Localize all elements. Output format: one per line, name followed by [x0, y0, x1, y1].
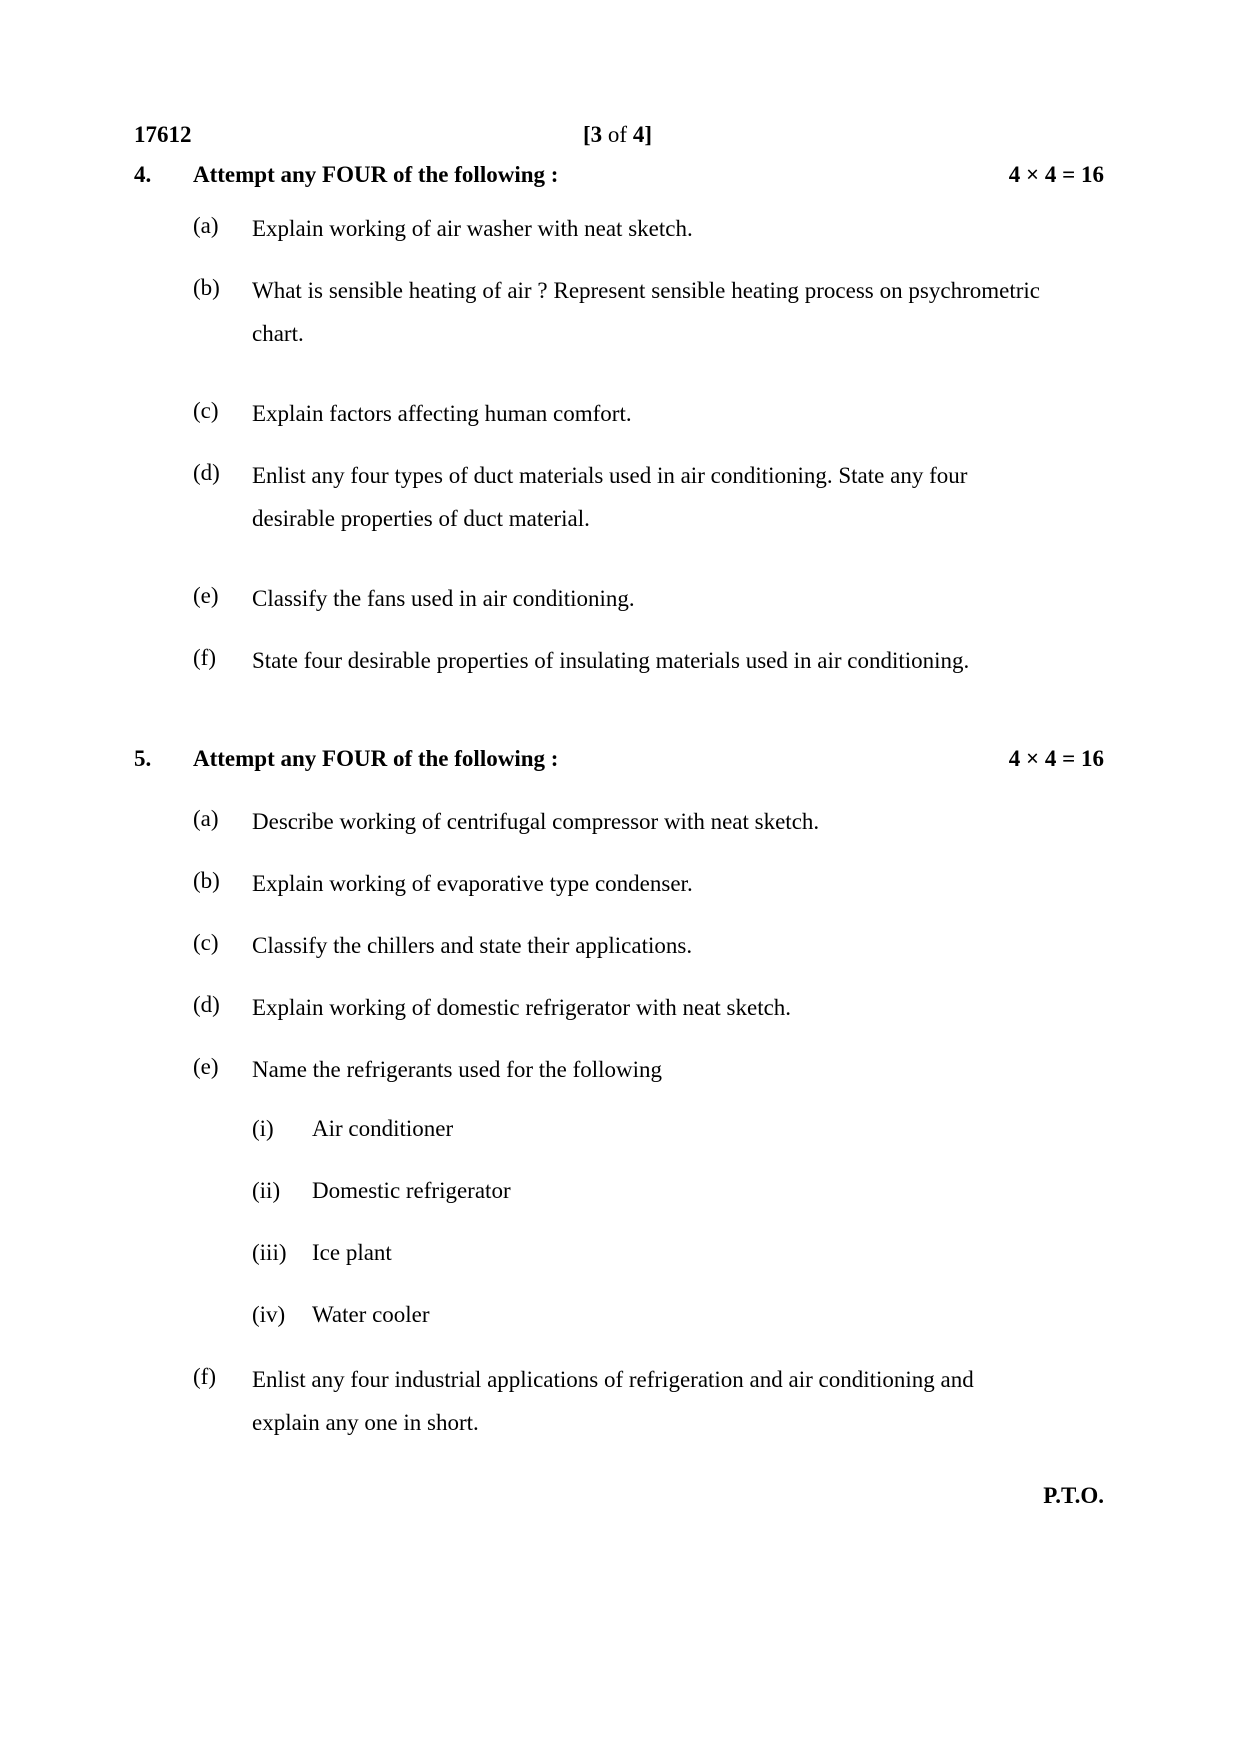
- item-text: Enlist any four types of duct materials used in air conditioning. State any four desirable properties of duct material.: [252, 463, 968, 531]
- sub-item-label: (iv): [252, 1302, 286, 1327]
- sub-item-label: (iii): [252, 1240, 287, 1265]
- item-text: Enlist any four industrial applications of refrigeration and air conditioning and explain any one in short.: [252, 1367, 974, 1435]
- item-label: (f): [193, 645, 216, 670]
- item-text: State four desirable properties of insulating materials used in air conditioning.: [252, 648, 970, 673]
- item-label: (a): [193, 213, 219, 238]
- sub-item-text: Water cooler: [312, 1302, 430, 1327]
- sub-item-text: Ice plant: [312, 1240, 392, 1265]
- item-text: Explain working of air washer with neat sketch.: [252, 216, 693, 241]
- question-marks: 4 × 4 = 16: [1008, 746, 1104, 771]
- item-label: (e): [193, 583, 219, 608]
- item-label: (c): [193, 930, 219, 955]
- question-title: Attempt any FOUR of the following :: [193, 162, 559, 187]
- page-header: [134, 120, 1104, 150]
- item-label: (d): [193, 992, 220, 1017]
- question-title: Attempt any FOUR of the following :: [193, 746, 559, 771]
- item-text: Classify the fans used in air conditioning.: [252, 586, 635, 611]
- sub-item-text: Domestic refrigerator: [312, 1178, 511, 1203]
- item-label: (f): [193, 1364, 216, 1389]
- page-current: 3: [590, 122, 603, 147]
- item-text: Explain working of evaporative type condenser.: [252, 871, 693, 896]
- page-total: 4: [632, 122, 645, 147]
- sub-item-label: (i): [252, 1116, 274, 1141]
- item-text: Explain working of domestic refrigerator with neat sketch.: [252, 995, 792, 1020]
- item-text: What is sensible heating of air ? Represent sensible heating process on psychrometric chart.: [252, 278, 1040, 346]
- page-number: [3 of 4]: [583, 122, 653, 147]
- item-text: Classify the chillers and state their applications.: [252, 933, 693, 958]
- question-marks: 4 × 4 = 16: [1008, 162, 1104, 187]
- question-number: 4.: [134, 162, 152, 187]
- item-label: (b): [193, 275, 220, 300]
- item-label: (b): [193, 868, 220, 893]
- sub-item-label: (ii): [252, 1178, 281, 1203]
- item-label: (d): [193, 460, 220, 485]
- item-label: (c): [193, 398, 219, 423]
- item-text: Name the refrigerants used for the following: [252, 1057, 663, 1082]
- item-label: (e): [193, 1054, 219, 1079]
- paper-code: 17612: [134, 122, 192, 147]
- item-text: Describe working of centrifugal compressor with neat sketch.: [252, 809, 820, 834]
- item-label: (a): [193, 806, 219, 831]
- sub-item-text: Air conditioner: [312, 1116, 454, 1141]
- pto-note: P.T.O.: [1043, 1483, 1104, 1508]
- question-number: 5.: [134, 746, 152, 771]
- item-text: Explain factors affecting human comfort.: [252, 401, 632, 426]
